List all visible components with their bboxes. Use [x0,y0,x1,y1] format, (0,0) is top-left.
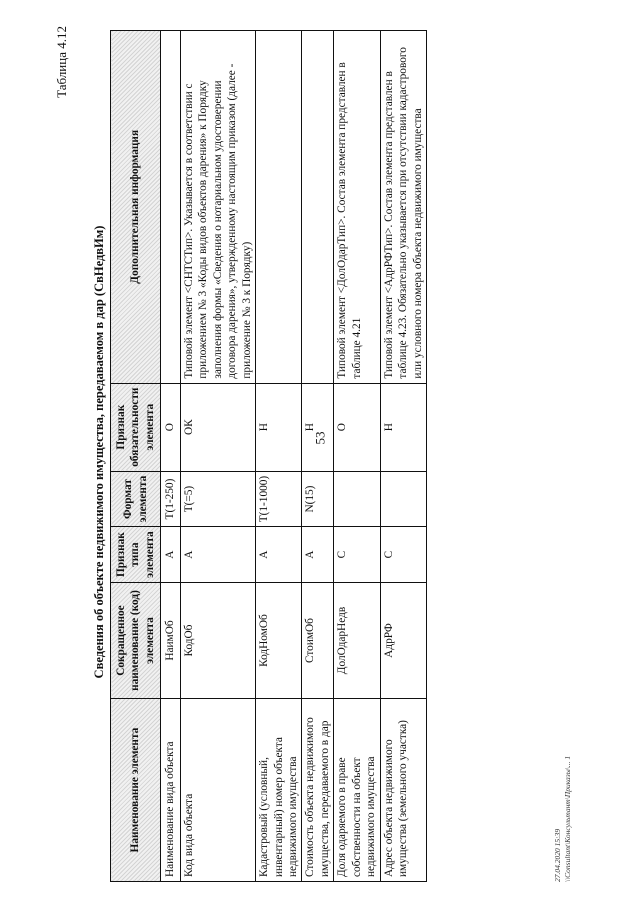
table-caption: Таблица 4.12 [54,26,69,98]
header-additional-info: Дополнительная информация [111,31,161,384]
cell-code: НаимОб [161,582,180,698]
header-element-code: Сокращенное наименование (код) элемента [111,582,161,698]
cell-format: T(1-250) [161,471,180,527]
cell-info [256,31,302,384]
cell-type: А [256,527,302,583]
cell-type: А [161,527,180,583]
table-row [334,31,380,882]
cell-format [380,471,426,527]
cell-name: Код вида объекта [180,699,255,882]
cell-code: ДолОдарНедв [334,582,380,698]
rotated-page-content [40,22,600,882]
cell-type: С [334,527,380,583]
stamp-path: \\Consultant\Консультант\Приказы\... 1 [562,755,572,882]
table-row [302,31,334,882]
cell-type: А [302,527,334,583]
header-element-name: Наименование элемента [111,699,161,882]
cell-name: Адрес объекта недвижимого имущества (земельного участка) [380,699,426,882]
print-stamp [553,756,572,882]
cell-type: С [380,527,426,583]
cell-info: Типовой элемент <СНТСТип>. Указывается в соответствии с приложением № 3 «Коды видов объектов дарения» к Порядку заполнения формы «Сведения о нотариальном удостоверении договора дарения», утвержденному настоящим приказом (далее - приложение № 3 к Порядку) [180,31,255,384]
cell-format: T(=5) [180,471,255,527]
table-header-row [111,31,161,882]
cell-required: Н [380,383,426,471]
cell-info [302,31,334,384]
cell-code: СтоимОб [302,582,334,698]
element-spec-table [110,30,427,882]
cell-name: Наименование вида объекта [161,699,180,882]
cell-name: Кадастровый (условный, инвентарный) номер объекта недвижимого имущества [256,699,302,882]
cell-code: АдрРФ [380,582,426,698]
cell-required: Н [256,383,302,471]
cell-required: О [334,383,380,471]
table-title: Сведения об объекте недвижимого имущества, передаваемом в дар (СвНедвИм) [92,225,106,679]
table-row [380,31,426,882]
header-element-format: Формат элемента [111,471,161,527]
cell-format: T(1-1000) [256,471,302,527]
cell-format: N(15) [302,471,334,527]
cell-required: О [161,383,180,471]
cell-code: КодНомОб [256,582,302,698]
cell-code: КодОб [180,582,255,698]
table-row [161,31,180,882]
stamp-date: 27.04.2020 15:39 [553,828,563,882]
page-number: 53 [312,431,327,445]
table-row [256,31,302,882]
cell-info: Типовой элемент <АдрРФТип>. Состав элемента представлен в таблице 4.23. Обязательно указывается при отсутствии кадастрового или условного номера объекта недвижимого имущества [380,31,426,384]
cell-format [334,471,380,527]
cell-required: ОК [180,383,255,471]
cell-type: А [180,527,255,583]
table-row [180,31,255,882]
header-element-required: Признак обязательности элемента [111,383,161,471]
cell-name: Стоимость объекта недвижимого имущества, передаваемого в дар [302,699,334,882]
cell-name: Доля одаряемого в праве собственности на объект недвижимого имущества [334,699,380,882]
cell-required: Н [302,383,334,471]
header-element-type: Признак типа элемента [111,527,161,583]
cell-info [161,31,180,384]
cell-info: Типовой элемент <ДолОдарТип>. Состав элемента представлен в таблице 4.21 [334,31,380,384]
